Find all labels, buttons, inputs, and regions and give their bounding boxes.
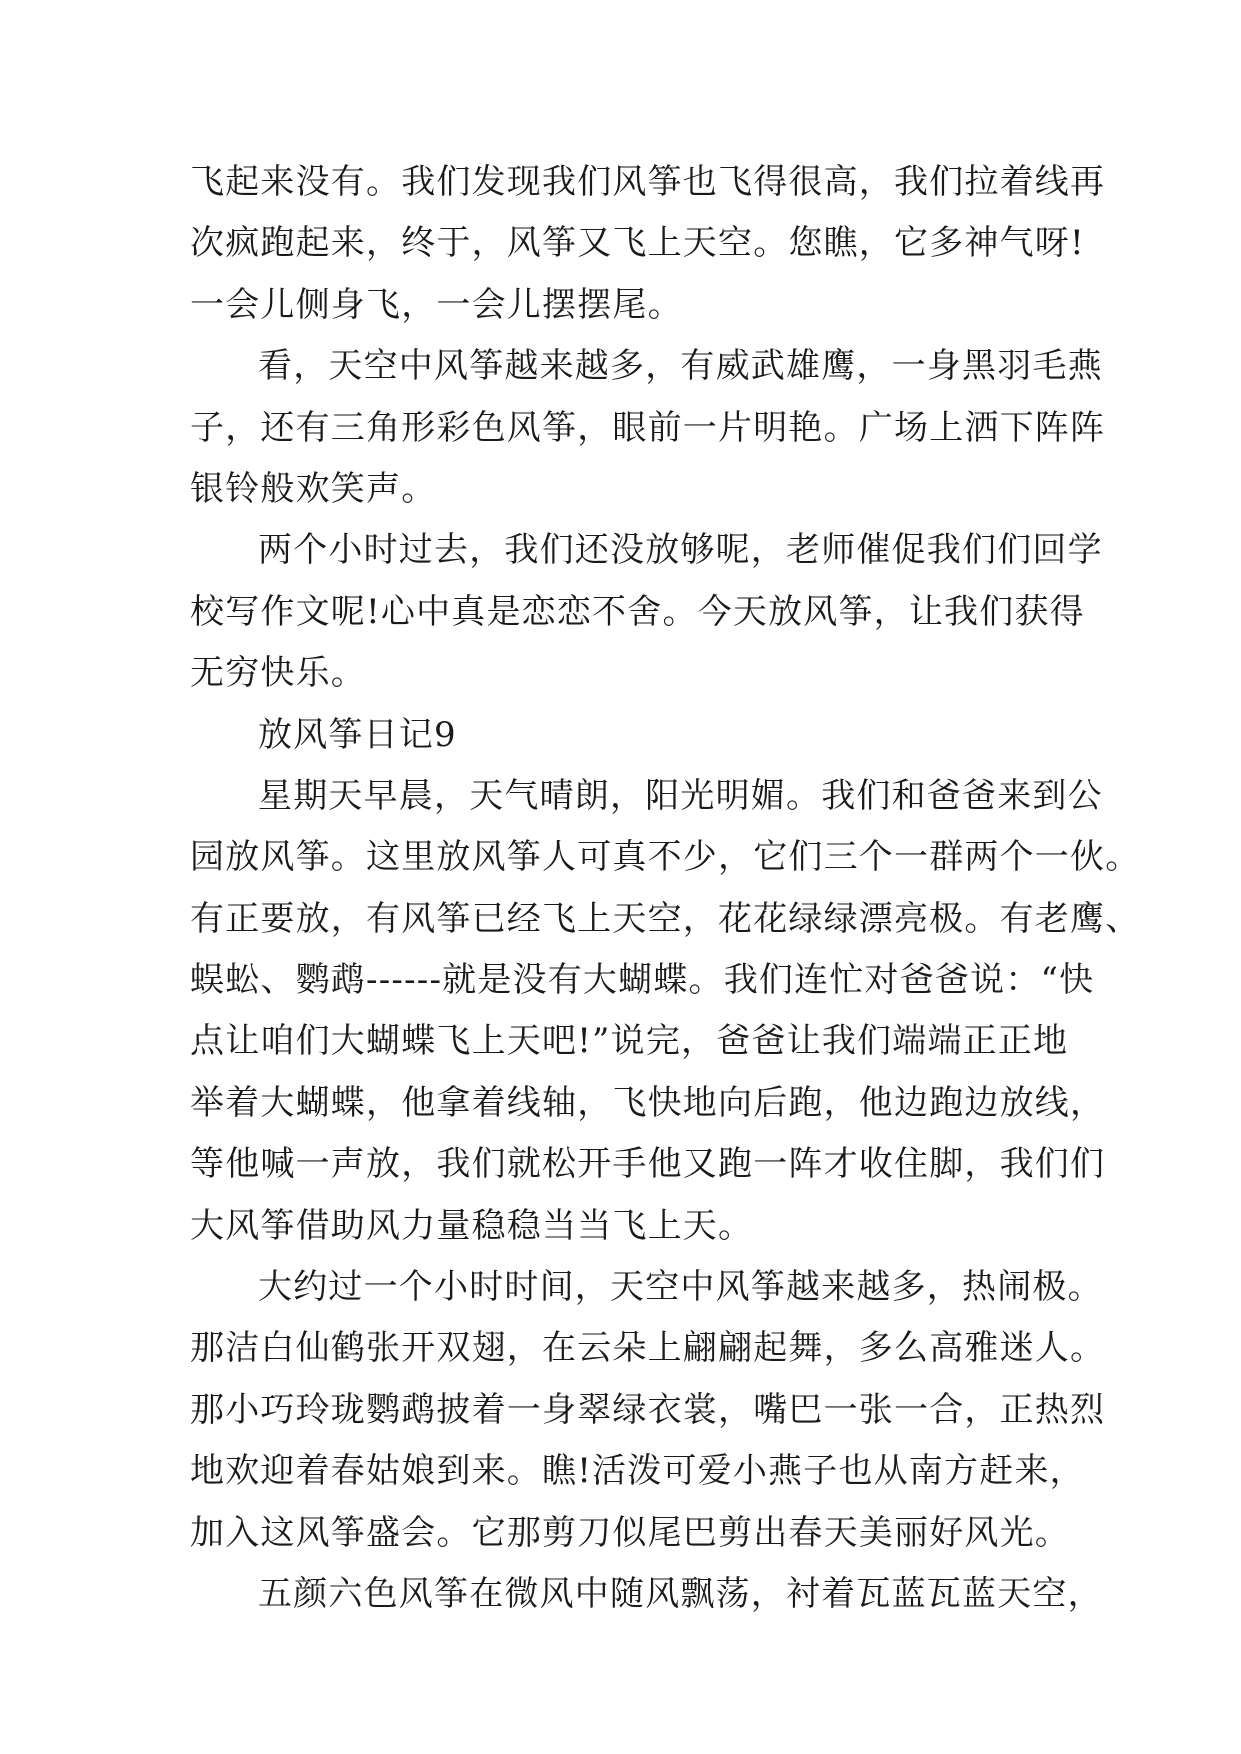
text-line: 点让咱们大蝴蝶飞上天吧!”说完，爸爸让我们端端正正地 xyxy=(190,1021,1069,1062)
text-line: 加入这风筝盛会。它那剪刀似尾巴剪出春天美丽好风光。 xyxy=(190,1512,1070,1553)
text-line: 一会儿侧身飞，一会儿摆摆尾。 xyxy=(190,284,683,325)
text-line: 两个小时过去，我们还没放够呢，老师催促我们们回学 xyxy=(258,530,1103,571)
text-line: 银铃般欢笑声。 xyxy=(190,468,437,509)
text-line: 地欢迎着春姑娘到来。瞧!活泼可爱小燕子也从南方赶来， xyxy=(190,1451,1085,1492)
text-line: 子，还有三角形彩色风筝，眼前一片明艳。广场上洒下阵阵 xyxy=(190,407,1106,448)
text-line: 园放风筝。这里放风筝人可真不少，它们三个一群两个一伙。 xyxy=(190,837,1141,878)
text-line: 有正要放，有风筝已经飞上天空，花花绿绿漂亮极。有老鹰、 xyxy=(190,898,1141,939)
text-line: 五颜六色风筝在微风中随风飘荡，衬着瓦蓝瓦蓝天空， xyxy=(258,1573,1103,1614)
text-line: 看，天空中风筝越来越多，有威武雄鹰，一身黑羽毛燕 xyxy=(258,346,1103,387)
text-line: 星期天早晨，天气晴朗，阳光明媚。我们和爸爸来到公 xyxy=(258,775,1103,816)
text-line: 次疯跑起来，终于，风筝又飞上天空。您瞧，它多神气呀! xyxy=(190,223,1085,264)
section-heading: 放风筝日记9 xyxy=(258,714,457,755)
text-line: 大风筝借助风力量稳稳当当飞上天。 xyxy=(190,1205,754,1246)
text-line: 举着大蝴蝶，他拿着线轴，飞快地向后跑，他边跑边放线， xyxy=(190,1082,1106,1123)
text-line: 那洁白仙鹤张开双翅，在云朵上翩翩起舞，多么高雅迷人。 xyxy=(190,1328,1106,1369)
document-body xyxy=(190,152,1141,1625)
text-line: 无穷快乐。 xyxy=(190,653,366,694)
text-line: 飞起来没有。我们发现我们风筝也飞得很高，我们拉着线再 xyxy=(190,162,1106,202)
text-line: 等他喊一声放，我们就松开手他又跑一阵才收住脚，我们们 xyxy=(190,1144,1106,1185)
text-line: 蜈蚣、鹦鹉------就是没有大蝴蝶。我们连忙对爸爸说：“快 xyxy=(190,960,1095,1001)
text-line: 那小巧玲珑鹦鹉披着一身翠绿衣裳，嘴巴一张一合，正热烈 xyxy=(190,1389,1106,1430)
text-line: 大约过一个小时时间，天空中风筝越来越多，热闹极。 xyxy=(258,1267,1103,1308)
text-line: 校写作文呢!心中真是恋恋不舍。今天放风筝，让我们获得 xyxy=(190,591,1085,632)
